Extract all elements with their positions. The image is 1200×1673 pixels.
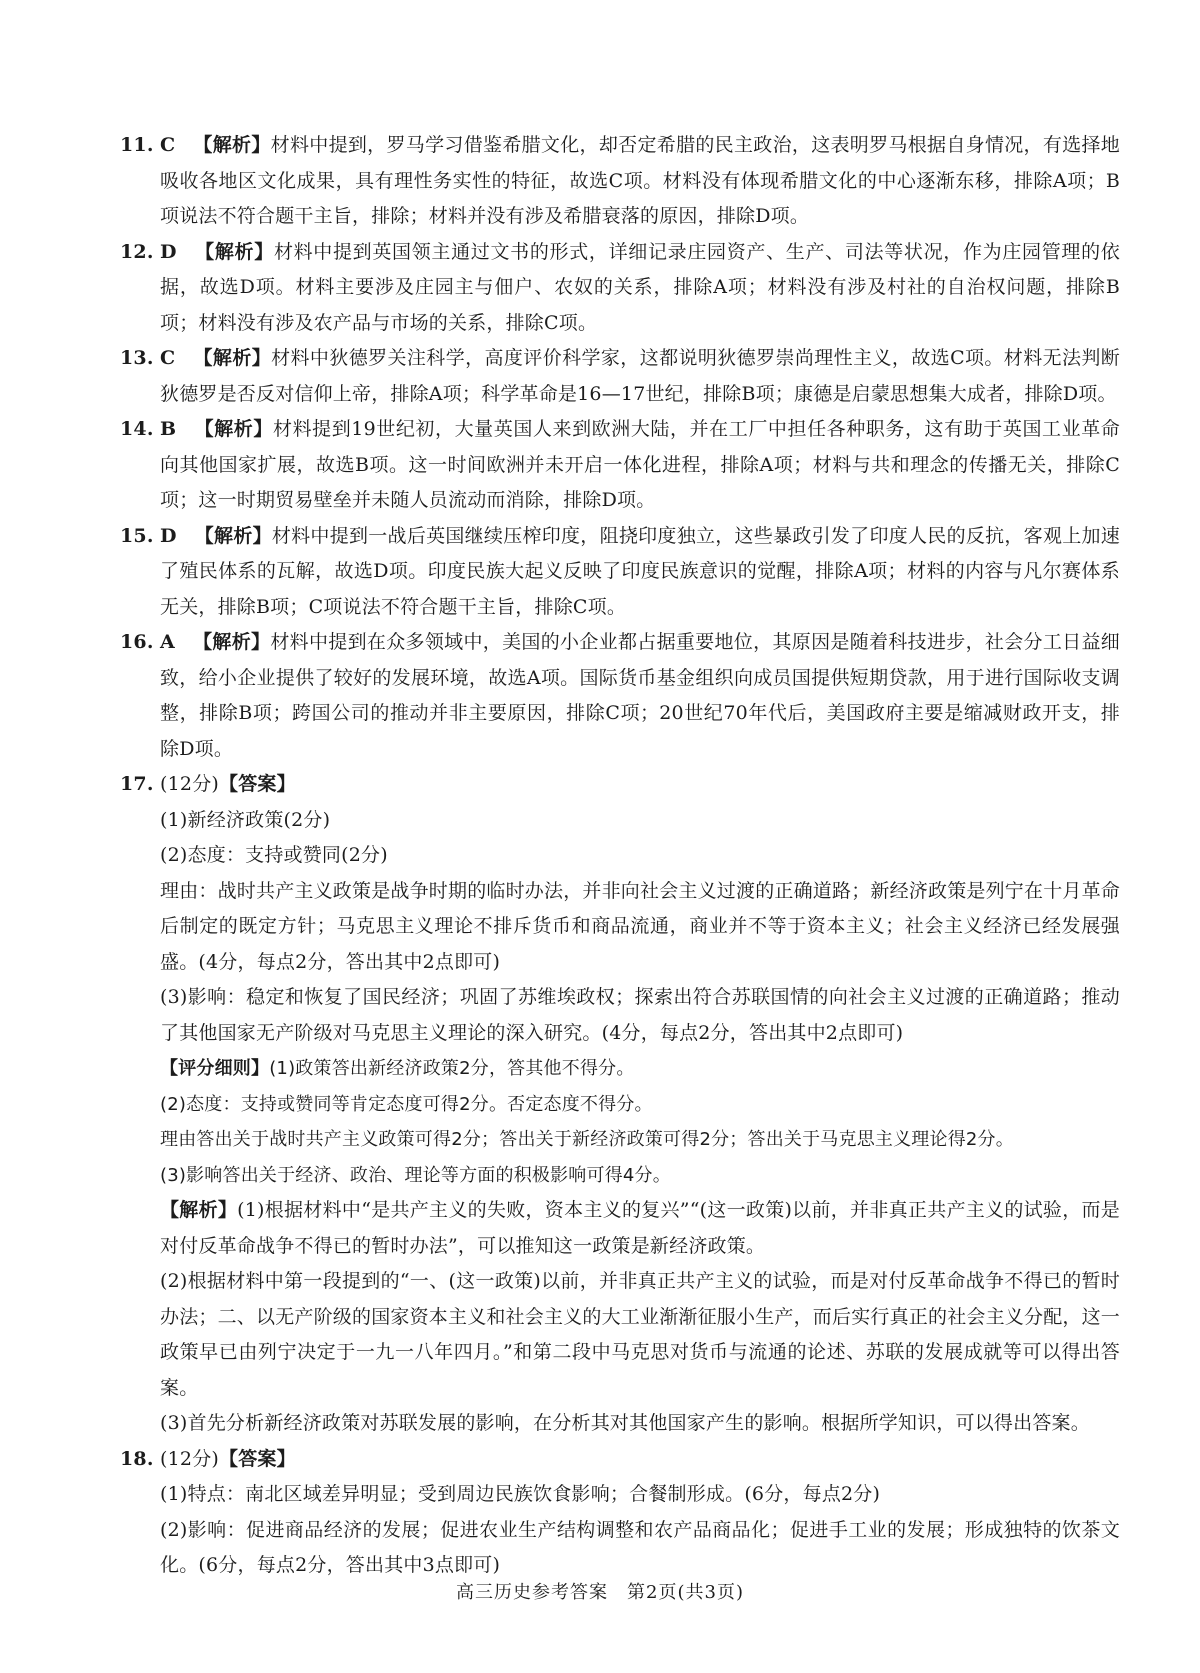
answer-letter: D	[160, 524, 177, 547]
analysis-tag: 【解析】	[193, 134, 271, 156]
analysis-text: 材料中提到一战后英国继续压榨印度，阻挠印度独立，这些暴政引发了印度人民的反抗，客观上加速了殖民体系的瓦解，故选D项。印度民族大起义反映了印度民族意识的觉醒，排除A项；材料的内容与凡尔赛体系无关，排除B项；C项说法不符合题干主旨，排除C项。	[160, 524, 1120, 618]
question-17	[120, 767, 1120, 1442]
answer-letter: A	[160, 631, 175, 653]
question-16	[120, 625, 1120, 767]
question-12	[120, 235, 1120, 342]
page-footer: 高三历史参考答案 第2页(共3页)	[456, 1582, 744, 1603]
analysis-tag: 【解析】	[194, 240, 274, 263]
answer-letter: C	[160, 347, 176, 369]
analysis-part-1-text: (1)根据材料中“是共产主义的失败，资本主义的复兴”“(这一政策)以前，并非真正共产主义的试验，而是对付反革命战争不得已的暂时办法”，可以推知这一政策是新经济政策。	[160, 1199, 1120, 1257]
analysis-part-3: (3)首先分析新经济政策对苏联发展的影响，在分析其对其他国家产生的影响。根据所学知识，可以得出答案。	[160, 1412, 1090, 1434]
question-11	[120, 128, 1120, 235]
question-number: 16.	[120, 631, 154, 653]
analysis-text: 材料中提到在众多领域中，美国的小企业都占据重要地位，其原因是随着科技进步，社会分工日益细致，给小企业提供了较好的发展环境，故选A项。国际货币基金组织向成员国提供短期贷款，用于进行国际收支调整，排除B项；跨国公司的推动并非主要原因，排除C项；20世纪70年代后，美国政府主要是缩减财政开支，排除D项。	[160, 631, 1120, 760]
analysis-text: 材料提到19世纪初，大量英国人来到欧洲大陆，并在工厂中担任各种职务，这有助于英国工业革命向其他国家扩展，故选B项。这一时间欧洲并未开启一体化进程，排除A项；材料与共和理念的传播无关，排除C项；这一时期贸易壁垒并未随人员流动而消除，排除D项。	[160, 418, 1120, 511]
answer-part-2: (2)态度：支持或赞同(2分)	[160, 844, 388, 866]
analysis-text: 材料中提到英国领主通过文书的形式，详细记录庄园资产、生产、司法等状况，作为庄园管理的依据，故选D项。材料主要涉及庄园主与佃户、农奴的关系，排除A项；材料没有涉及村社的自治权问题，排除B项；材料没有涉及农产品与市场的关系，排除C项。	[160, 240, 1120, 334]
answer-letter: C	[160, 134, 176, 156]
answer-part-1: (1)特点：南北区域差异明显；受到周边民族饮食影响；合餐制形成。(6分，每点2分)	[160, 1483, 881, 1505]
question-number: 12.	[120, 240, 154, 263]
answer-part-2-reason: 理由：战时共产主义政策是战争时期的临时办法，并非向社会主义过渡的正确道路；新经济政策是列宁在十月革命后制定的既定方针；马克思主义理论不排斥货币和商品流通，商业并不等于资本主义；社会主义经济已经发展强盛。(4分，每点2分，答出其中2点即可)	[160, 879, 1121, 973]
answer-part-1: (1)新经济政策(2分)	[160, 808, 331, 831]
scoring-rule-3: (3)影响答出关于经济、政治、理论等方面的积极影响可得4分。	[160, 1164, 671, 1186]
question-number: 14.	[120, 418, 154, 440]
answer-letter: B	[160, 418, 177, 440]
analysis-part-1	[160, 1193, 1120, 1264]
question-15	[120, 519, 1120, 626]
analysis-part-2: (2)根据材料中第一段提到的“一、(这一政策)以前，并非真正共产主义的试验，而是对付反革命战争不得已的暂时办法；二、以无产阶级的国家资本主义和社会主义的大工业渐渐征服小生产，而后实行真正的社会主义分配，这一政策早已由列宁决定于一九一八年四月。”和第二段中马克思对货币与流通的论述、苏联的发展成就等可以得出答案。	[160, 1270, 1121, 1399]
question-number: 15.	[120, 524, 154, 547]
answer-part-2: (2)影响：促进商品经济的发展；促进农业生产结构调整和农产品商品化；促进手工业的发展；形成独特的饮茶文化。(6分，每点2分，答出其中3点即可)	[160, 1518, 1120, 1576]
question-score: (12分)	[160, 773, 220, 795]
scoring-rule-1-text: (1)政策答出新经济政策2分，答其他不得分。	[269, 1058, 635, 1079]
analysis-tag: 【解析】	[194, 418, 273, 440]
analysis-tag: 【解析】	[160, 1199, 238, 1221]
question-number: 13.	[120, 347, 154, 369]
question-14	[120, 412, 1120, 519]
analysis-tag: 【解析】	[194, 524, 272, 547]
answer-tag: 【答案】	[219, 1447, 296, 1470]
analysis-tag: 【解析】	[192, 631, 271, 653]
analysis-text: 材料中提到，罗马学习借鉴希腊文化，却否定希腊的民主政治，这表明罗马根据自身情况，有选择地吸收各地区文化成果，具有理性务实性的特征，故选C项。材料没有体现希腊文化的中心逐渐东移，排除A项；B项说法不符合题干主旨，排除；材料并没有涉及希腊衰落的原因，排除D项。	[160, 134, 1120, 227]
scoring-rule-1	[160, 1051, 1120, 1087]
scoring-rule-2: (2)态度：支持或赞同等肯定态度可得2分。否定态度不得分。	[160, 1093, 653, 1115]
question-score: (12分)	[160, 1447, 220, 1470]
analysis-text: 材料中狄德罗关注科学，高度评价科学家，这都说明狄德罗崇尚理性主义，故选C项。材料无法判断狄德罗是否反对信仰上帝，排除A项；科学革命是16—17世纪，排除B项；康德是启蒙思想集大成者，排除D项。	[160, 347, 1120, 405]
question-number: 17.	[120, 773, 154, 795]
question-18	[120, 1442, 1120, 1584]
question-number: 18.	[120, 1447, 154, 1470]
answer-tag: 【答案】	[219, 773, 296, 795]
answer-letter: D	[160, 240, 177, 263]
scoring-rules-tag: 【评分细则】	[160, 1058, 270, 1079]
question-13	[120, 341, 1120, 412]
scoring-rule-2-reason: 理由答出关于战时共产主义政策可得2分；答出关于新经济政策可得2分；答出关于马克思主义理论得2分。	[160, 1129, 1014, 1150]
question-number: 11.	[120, 134, 154, 156]
answer-part-3: (3)影响：稳定和恢复了国民经济；巩固了苏维埃政权；探索出符合苏联国情的向社会主义过渡的正确道路；推动了其他国家无产阶级对马克思主义理论的深入研究。(4分，每点2分，答出其中2点即可)	[160, 986, 1120, 1044]
analysis-tag: 【解析】	[193, 347, 272, 369]
